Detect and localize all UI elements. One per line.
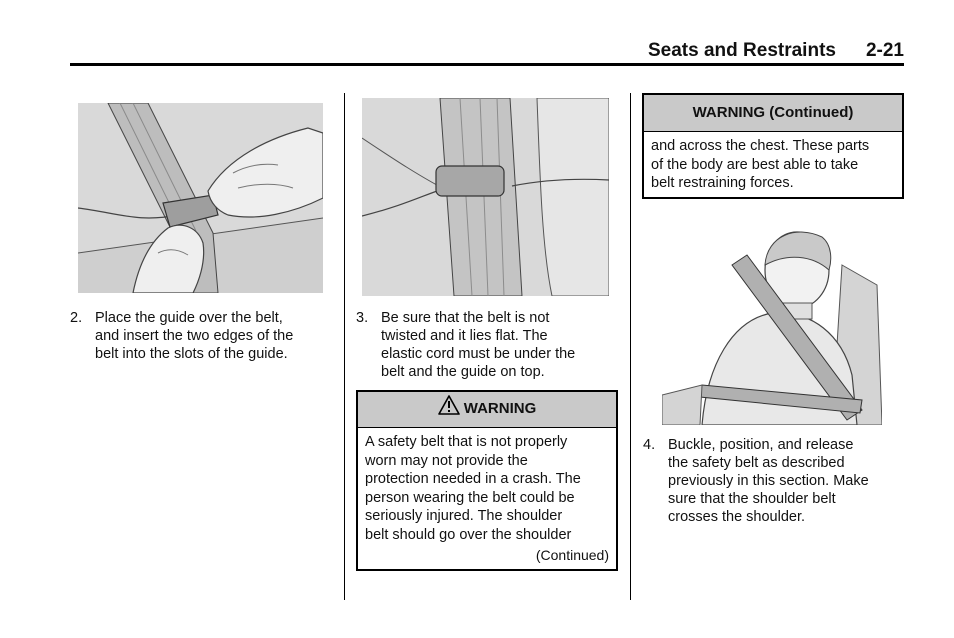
step-text [381,309,575,381]
warning-continued-title: WARNING (Continued) [692,104,854,121]
warning-title: WARNING [463,400,537,417]
warning-continued-header [644,95,902,132]
step-number: 2. [70,310,83,326]
step-text [95,309,293,363]
step-line: elastic cord must be under the [381,346,576,362]
step-number: 4. [643,437,656,453]
step-line: crosses the shoulder. [668,509,806,525]
person-wearing-belt-illustration [662,225,882,425]
warning-continued-body [644,132,902,193]
step-line: previously in this section. Make [668,473,869,489]
step-line: Be sure that the belt is not [381,310,550,326]
step-line: and insert the two edges of the [95,328,294,344]
warning-line: and across the chest. These parts [651,138,870,154]
step-text [668,436,869,526]
step-line: twisted and it lies flat. The [381,328,548,344]
page-header [70,40,904,62]
step-line: Place the guide over the belt, [95,310,283,326]
header-rule [70,63,904,66]
section-title: Seats and Restraints [648,40,836,61]
warning-line: protection needed in a crash. The [365,471,581,487]
step-line: belt into the slots of the guide. [95,346,288,362]
step-number: 3. [356,310,369,326]
page-number: 2-21 [865,40,904,61]
step-line: the safety belt as described [668,455,845,471]
warning-continued-box [642,93,904,199]
warning-line: of the body are best able to take [651,156,859,173]
warning-body [358,428,616,544]
warning-line: belt should go over the shoulder [365,526,572,543]
warning-header [358,392,616,428]
step-line: sure that the shoulder belt [668,491,836,507]
belt-flat-guide-illustration [362,98,609,296]
warning-line: seriously injured. The shoulder [365,508,563,524]
column-divider-1 [344,93,345,600]
warning-line: worn may not provide the [365,452,528,469]
warning-line: belt restraining forces. [651,175,794,191]
belt-guide-hands-illustration [78,103,323,293]
warning-box [356,390,618,571]
warning-line: person wearing the belt could be [365,489,575,506]
column-divider-2 [630,93,631,600]
warning-continued-label: (Continued) [535,547,609,563]
step-line: belt and the guide on top. [381,364,545,380]
step-line: Buckle, position, and release [668,437,854,453]
warning-line: A safety belt that is not properly [365,434,568,450]
warning-triangle-icon [438,395,460,415]
